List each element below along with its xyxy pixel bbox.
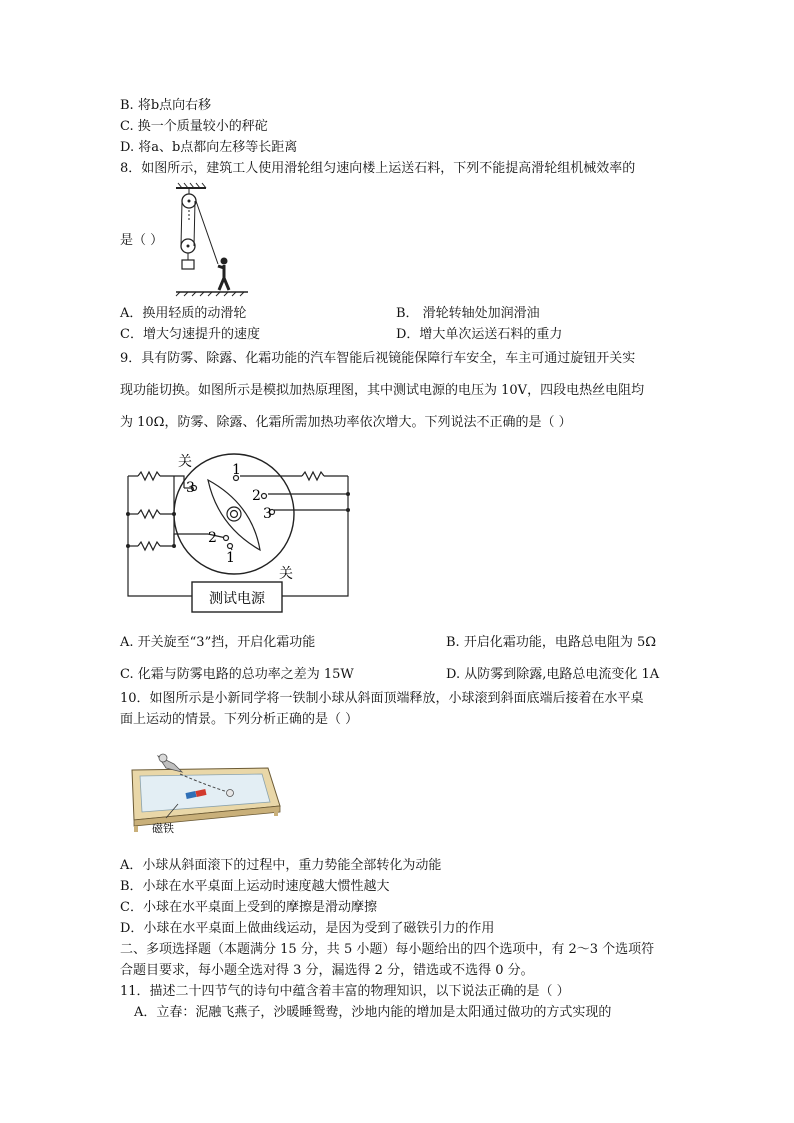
q10-option-b: B．小球在水平桌面上运动时速度越大惯性越大: [120, 879, 390, 894]
q8-option-d: D．增大单次运送石料的重力: [396, 327, 563, 342]
contact-label-2-left: 2: [208, 530, 217, 546]
contact-label-3-left: 3: [186, 480, 195, 496]
q9-option-c: C. 化霜与防雾电路的总功率之差为 15W: [120, 667, 354, 682]
q11-option-a: A．立春：泥融飞燕子，沙暖睡鸳鸯，沙地内能的增加是太阳通过做功的方式实现的: [134, 1005, 612, 1020]
q9-stem-line-1: 9．具有防雾、除露、化霜功能的汽车智能后视镜能保障行车安全，车主可通过旋钮开关实: [120, 351, 636, 366]
q9-stem-line-2: 现功能切换。如图所示是模拟加热原理图，其中测试电源的电压为 10V，四段电热丝电阻均: [120, 383, 645, 398]
q8-option-c: C．增大匀速提升的速度: [120, 327, 260, 342]
label-off-top: 关: [178, 454, 192, 470]
contact-label-1-bottom: 1: [226, 550, 235, 566]
label-off-bottom: 关: [279, 566, 293, 582]
q10-stem-line-1: 10．如图所示是小新同学将一铁制小球从斜面顶端释放，小球滚到斜面底端后接着在水平桌: [120, 691, 644, 706]
contact-label-2-right: 2: [252, 488, 261, 504]
section-2-heading-line-1: 二、多项选择题（本题满分 15 分，共 5 小题）每小题给出的四个选项中，有 2～3 个选项符: [120, 942, 655, 957]
contact-label-3-right: 3: [263, 506, 272, 522]
q10-option-a: A．小球从斜面滚下的过程中，重力势能全部转化为动能: [120, 858, 442, 873]
q8-stem-line-2: 是（ ）: [120, 233, 164, 248]
q7-option-b: B. 将b点向右移: [120, 98, 212, 113]
contact-label-1-top: 1: [232, 462, 241, 478]
q7-option-d: D. 将a、b点都向左移等长距离: [120, 140, 298, 155]
source-label: 测试电源: [209, 591, 265, 607]
q10-option-c: C．小球在水平桌面上受到的摩擦是滑动摩擦: [120, 900, 377, 915]
q11-stem: 11．描述二十四节气的诗句中蕴含着丰富的物理知识，以下说法正确的是（ ）: [120, 984, 570, 999]
q8-stem-line-1: 8．如图所示，建筑工人使用滑轮组匀速向楼上运送石料，下列不能提高滑轮组机械效率的: [120, 161, 636, 176]
q10-stem-line-2: 面上运动的情景。下列分析正确的是（ ）: [120, 712, 359, 727]
magnet-label: 磁铁: [152, 822, 174, 835]
heating-circuit-diagram: [122, 446, 362, 616]
q9-option-d: D. 从防雾到除露,电路总电流变化 1A: [446, 667, 660, 682]
q10-option-d: D．小球在水平桌面上做曲线运动，是因为受到了磁铁引力的作用: [120, 921, 495, 936]
q9-option-a: A. 开关旋至“3”挡，开启化霜功能: [120, 635, 316, 650]
q9-stem-line-3: 为 10Ω，防雾、除露、化霜所需加热功率依次增大。下列说法不正确的是（ ）: [120, 415, 572, 430]
pulley-figure: [172, 182, 252, 297]
q7-option-c: C. 换一个质量较小的秤砣: [120, 119, 268, 134]
q9-option-b: B. 开启化霜功能，电路总电阻为 5Ω: [446, 635, 656, 650]
q8-option-b: B． 滑轮转轴处加润滑油: [396, 306, 540, 321]
section-2-heading-line-2: 合题目要求，每小题全选对得 3 分，漏选得 2 分，错选或不选得 0 分。: [120, 963, 534, 978]
magnet-table-figure: [118, 746, 284, 838]
q8-option-a: A．换用轻质的动滑轮: [120, 306, 247, 321]
